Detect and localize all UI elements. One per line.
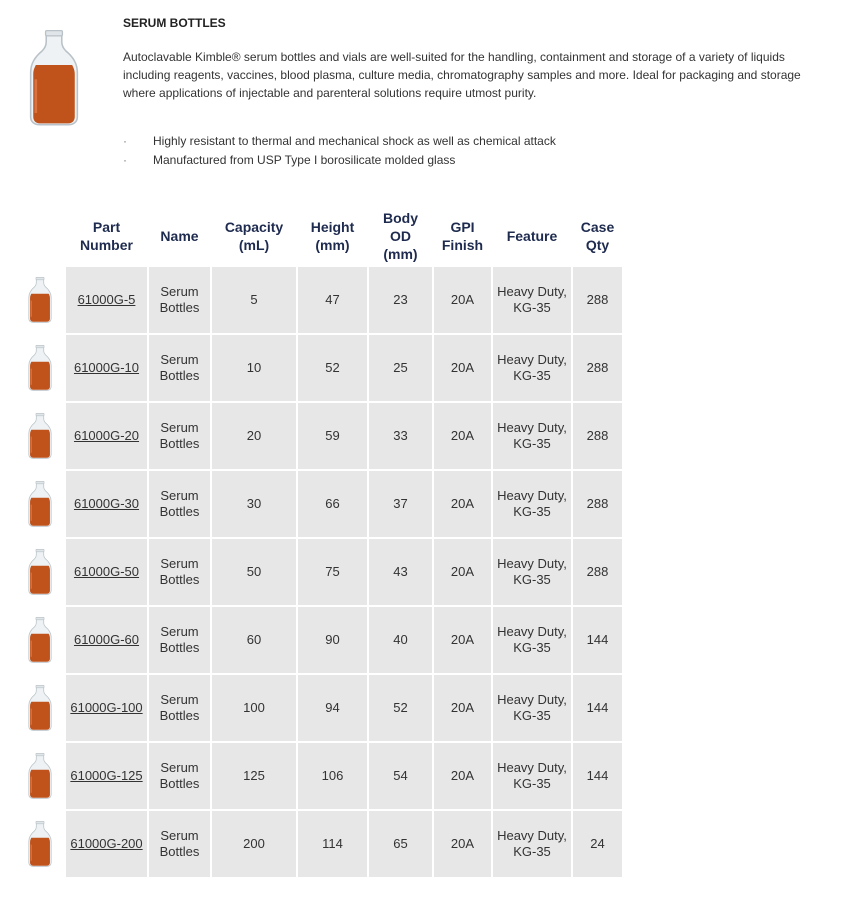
case-qty-cell: 144 xyxy=(573,743,622,809)
part-number-cell xyxy=(66,675,147,741)
part-number-link[interactable]: 61000G-10 xyxy=(73,360,140,375)
page-title: SERUM BOTTLES xyxy=(123,16,226,30)
feature-cell: Heavy Duty, KG-35 xyxy=(493,403,571,469)
case-qty-cell: 288 xyxy=(573,539,622,605)
name-cell: Serum Bottles xyxy=(149,675,210,741)
feature-cell: Heavy Duty, KG-35 xyxy=(493,811,571,877)
amber-serum-bottle-icon xyxy=(27,821,53,867)
name-cell: Serum Bottles xyxy=(149,403,210,469)
header-gpi-finish: GPI Finish xyxy=(434,207,491,265)
product-thumbnail xyxy=(16,811,64,877)
body-od-cell: 37 xyxy=(369,471,432,537)
body-od-cell: 43 xyxy=(369,539,432,605)
body-od-cell: 65 xyxy=(369,811,432,877)
part-number-cell xyxy=(66,471,147,537)
amber-serum-bottle-icon xyxy=(27,617,53,663)
product-thumbnail xyxy=(16,335,64,401)
amber-serum-bottle-icon xyxy=(27,277,53,323)
table-row xyxy=(16,675,622,741)
feature-cell: Heavy Duty, KG-35 xyxy=(493,267,571,333)
table-row xyxy=(16,403,622,469)
case-qty-cell: 288 xyxy=(573,471,622,537)
feature-cell: Heavy Duty, KG-35 xyxy=(493,335,571,401)
name-cell: Serum Bottles xyxy=(149,471,210,537)
amber-serum-bottle-icon xyxy=(27,753,53,799)
amber-serum-bottle-icon xyxy=(27,549,53,595)
amber-serum-bottle-icon xyxy=(27,685,53,731)
part-number-link[interactable]: 61000G-200 xyxy=(70,836,143,851)
case-qty-cell: 288 xyxy=(573,335,622,401)
gpi-finish-cell: 20A xyxy=(434,743,491,809)
header-body-od: Body OD (mm) xyxy=(369,207,432,265)
gpi-finish-cell: 20A xyxy=(434,811,491,877)
product-thumbnail xyxy=(16,403,64,469)
part-number-cell xyxy=(66,743,147,809)
table-row xyxy=(16,743,622,809)
name-cell: Serum Bottles xyxy=(149,267,210,333)
table-row xyxy=(16,539,622,605)
table-row xyxy=(16,811,622,877)
amber-serum-bottle-icon xyxy=(27,413,53,459)
part-number-link[interactable]: 61000G-5 xyxy=(77,292,136,307)
header-height: Height (mm) xyxy=(298,207,367,265)
case-qty-cell: 144 xyxy=(573,675,622,741)
capacity-cell: 125 xyxy=(212,743,296,809)
amber-serum-bottle-icon xyxy=(27,481,53,527)
product-thumbnail xyxy=(16,675,64,741)
gpi-finish-cell: 20A xyxy=(434,267,491,333)
part-number-cell xyxy=(66,811,147,877)
gpi-finish-cell: 20A xyxy=(434,539,491,605)
capacity-cell: 5 xyxy=(212,267,296,333)
height-cell: 47 xyxy=(298,267,367,333)
capacity-cell: 60 xyxy=(212,607,296,673)
name-cell: Serum Bottles xyxy=(149,743,210,809)
height-cell: 106 xyxy=(298,743,367,809)
name-cell: Serum Bottles xyxy=(149,607,210,673)
image-column-header xyxy=(16,207,64,265)
header-name: Name xyxy=(149,207,210,265)
case-qty-cell: 144 xyxy=(573,607,622,673)
gpi-finish-cell: 20A xyxy=(434,335,491,401)
capacity-cell: 20 xyxy=(212,403,296,469)
product-header xyxy=(123,16,833,170)
header-capacity: Capacity (mL) xyxy=(212,207,296,265)
case-qty-cell: 24 xyxy=(573,811,622,877)
capacity-cell: 30 xyxy=(212,471,296,537)
part-number-cell xyxy=(66,335,147,401)
part-number-link[interactable]: 61000G-125 xyxy=(70,768,143,783)
header-part-number: Part Number xyxy=(66,207,147,265)
gpi-finish-cell: 20A xyxy=(434,675,491,741)
part-number-link[interactable]: 61000G-20 xyxy=(73,428,140,443)
list-item: · Manufactured from USP Type I borosilicate molded glass xyxy=(123,151,833,170)
part-number-link[interactable]: 61000G-100 xyxy=(70,700,143,715)
capacity-cell: 200 xyxy=(212,811,296,877)
case-qty-cell: 288 xyxy=(573,267,622,333)
gpi-finish-cell: 20A xyxy=(434,471,491,537)
product-thumbnail xyxy=(16,471,64,537)
feature-cell: Heavy Duty, KG-35 xyxy=(493,675,571,741)
part-number-cell xyxy=(66,267,147,333)
part-number-cell xyxy=(66,403,147,469)
table-row xyxy=(16,267,622,333)
product-thumbnail xyxy=(16,539,64,605)
header-case-qty: Case Qty xyxy=(573,207,622,265)
gpi-finish-cell: 20A xyxy=(434,403,491,469)
amber-serum-bottle-icon xyxy=(27,345,53,391)
body-od-cell: 52 xyxy=(369,675,432,741)
height-cell: 90 xyxy=(298,607,367,673)
body-od-cell: 23 xyxy=(369,267,432,333)
header-feature: Feature xyxy=(493,207,571,265)
case-qty-cell: 288 xyxy=(573,403,622,469)
height-cell: 94 xyxy=(298,675,367,741)
height-cell: 52 xyxy=(298,335,367,401)
body-od-cell: 25 xyxy=(369,335,432,401)
table-header-row xyxy=(16,207,622,265)
capacity-cell: 50 xyxy=(212,539,296,605)
feature-cell: Heavy Duty, KG-35 xyxy=(493,743,571,809)
product-thumbnail xyxy=(16,267,64,333)
feature-list xyxy=(123,132,833,170)
body-od-cell: 54 xyxy=(369,743,432,809)
table-row xyxy=(16,607,622,673)
product-description: Autoclavable Kimble® serum bottles and vials are well-suited for the handling, containment and storage of a variety of liquids including reagents, vaccines, blood plasma, culture media, chromatography samples and more. Ideal for packaging and storage where applications of injectable and parenteral solutions require utmost purity. xyxy=(123,50,801,100)
feature-cell: Heavy Duty, KG-35 xyxy=(493,471,571,537)
feature-cell: Heavy Duty, KG-35 xyxy=(493,539,571,605)
table-row xyxy=(16,335,622,401)
name-cell: Serum Bottles xyxy=(149,811,210,877)
name-cell: Serum Bottles xyxy=(149,335,210,401)
product-table xyxy=(14,205,624,879)
part-number-link[interactable]: 61000G-30 xyxy=(73,496,140,511)
capacity-cell: 100 xyxy=(212,675,296,741)
body-od-cell: 40 xyxy=(369,607,432,673)
table-row xyxy=(16,471,622,537)
list-item: · Highly resistant to thermal and mechanical shock as well as chemical attack xyxy=(123,132,833,151)
part-number-cell xyxy=(66,539,147,605)
height-cell: 114 xyxy=(298,811,367,877)
gpi-finish-cell: 20A xyxy=(434,607,491,673)
product-thumbnail xyxy=(16,607,64,673)
height-cell: 66 xyxy=(298,471,367,537)
height-cell: 75 xyxy=(298,539,367,605)
amber-serum-bottle-icon xyxy=(28,30,80,126)
part-number-link[interactable]: 61000G-50 xyxy=(73,564,140,579)
product-thumbnail xyxy=(16,743,64,809)
feature-cell: Heavy Duty, KG-35 xyxy=(493,607,571,673)
body-od-cell: 33 xyxy=(369,403,432,469)
part-number-cell xyxy=(66,607,147,673)
height-cell: 59 xyxy=(298,403,367,469)
part-number-link[interactable]: 61000G-60 xyxy=(73,632,140,647)
capacity-cell: 10 xyxy=(212,335,296,401)
name-cell: Serum Bottles xyxy=(149,539,210,605)
